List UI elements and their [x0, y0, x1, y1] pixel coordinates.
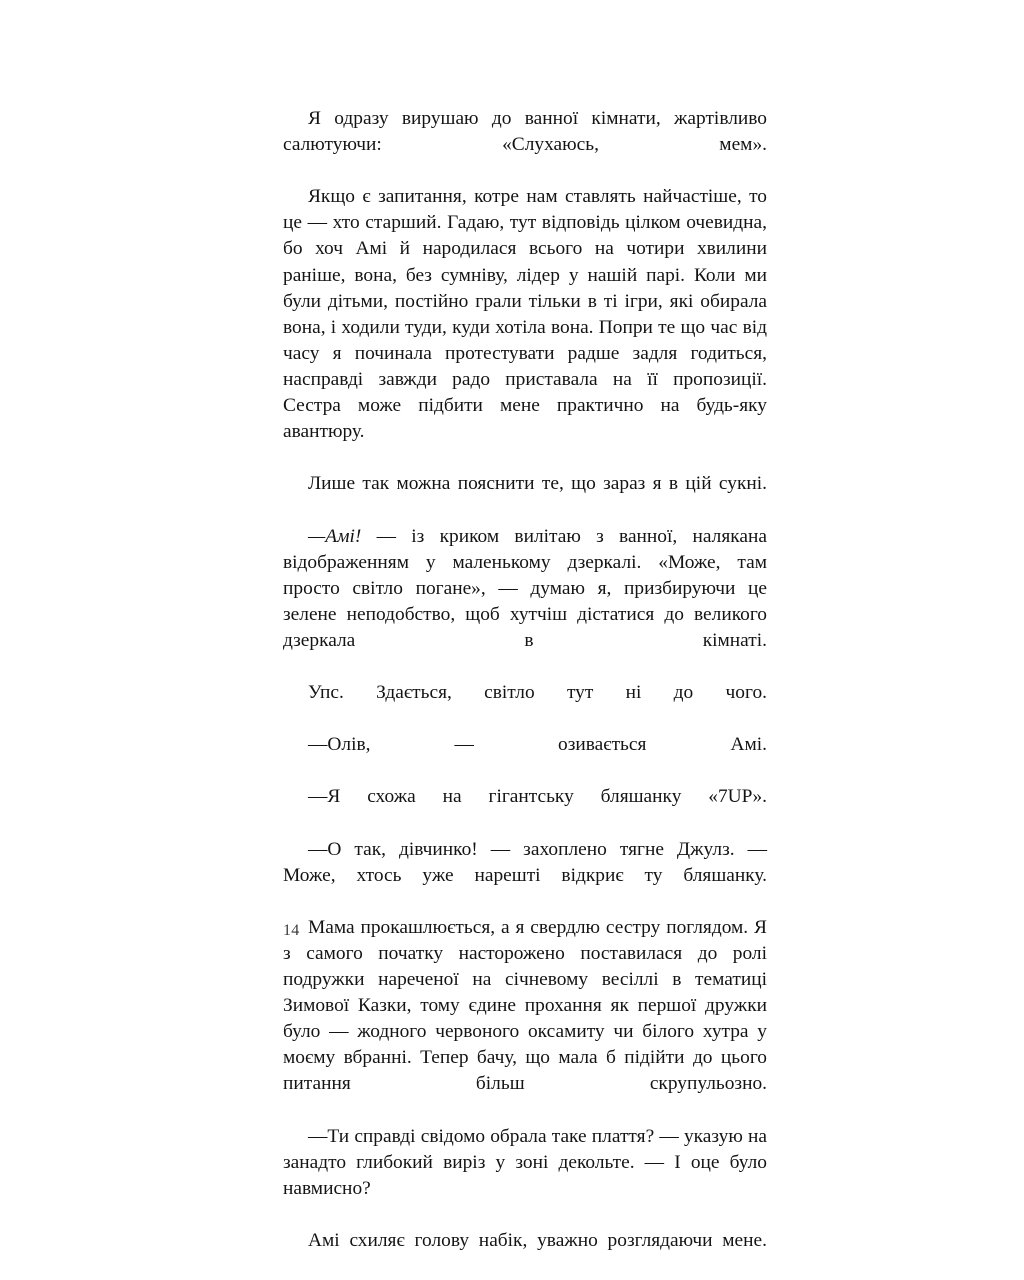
paragraph-dialogue: —Я схожа на гігантську бляшанку «7UP». [308, 786, 767, 808]
paragraph-dialogue: —О так, дівчинко! — захоплено тягне Джулз. — Може, хтось уже нарешті відкриє ту бляшанку. [283, 838, 767, 886]
paragraph: Якщо є запитання, котре нам ставлять найчастіше, то це — хто старший. Гадаю, тут відповідь цілком очевидна, бо хоч Амі й народилася всього на чотири хвилини раніше, вона, без сумніву, лідер у нашій парі. Коли ми були дітьми, постійно грали тільки в ті ігри, які обирала вона, і ходили туди, куди хотіла вона. Попри те що час від часу я починала протестувати радше задля годиться, насправді завжди радо приставала на її пропозиції. Сестра може підбити мене практично на будь-яку авантюру. [283, 186, 767, 443]
paragraph-text: — із криком вилітаю з ванної, налякана відображенням у маленькому дзеркалі. «Може, там просто світло погане», — думаю я, призбируючи це зелене неподобство, щоб хутчіш дістатися до великого дзеркала в кімнаті. [283, 525, 767, 651]
paragraph-dialogue-ami [283, 524, 767, 681]
paragraph-dialogue: —Ти справді свідомо обрала таке плаття? — указую на занадто глибокий виріз у зоні декольте. — І оце було навмисно? [283, 1125, 767, 1199]
paragraph-dialogue: —Олів, — озивається Амі. [308, 734, 767, 756]
page-number: 14 [283, 922, 300, 939]
emphasis-ami: —Амі! [308, 525, 362, 547]
paragraph: Упс. Здається, світло тут ні до чого. [308, 682, 767, 704]
paragraph: Лише так можна пояснити те, що зараз я в цій сукні. [308, 473, 767, 495]
paragraph: Мама прокашлюється, а я свердлю сестру поглядом. Я з самого початку насторожено поставилася до ролі подружки нареченої на січневому весіллі в тематиці Зимової Казки, тому єдине прохання як першої дружки було — жодного червоного оксамиту чи білого хутра у моєму вбранні. Тепер бачу, що мала б підійти до цього питання більш скрупульозно. [283, 916, 767, 1095]
paragraph: Амі схиляє голову набік, уважно розглядаючи мене. [308, 1230, 767, 1252]
paragraph: Я одразу вирушаю до ванної кімнати, жартівливо салютуючи: «Слухаюсь, мем». [283, 108, 767, 156]
page-text-block [283, 106, 767, 1280]
